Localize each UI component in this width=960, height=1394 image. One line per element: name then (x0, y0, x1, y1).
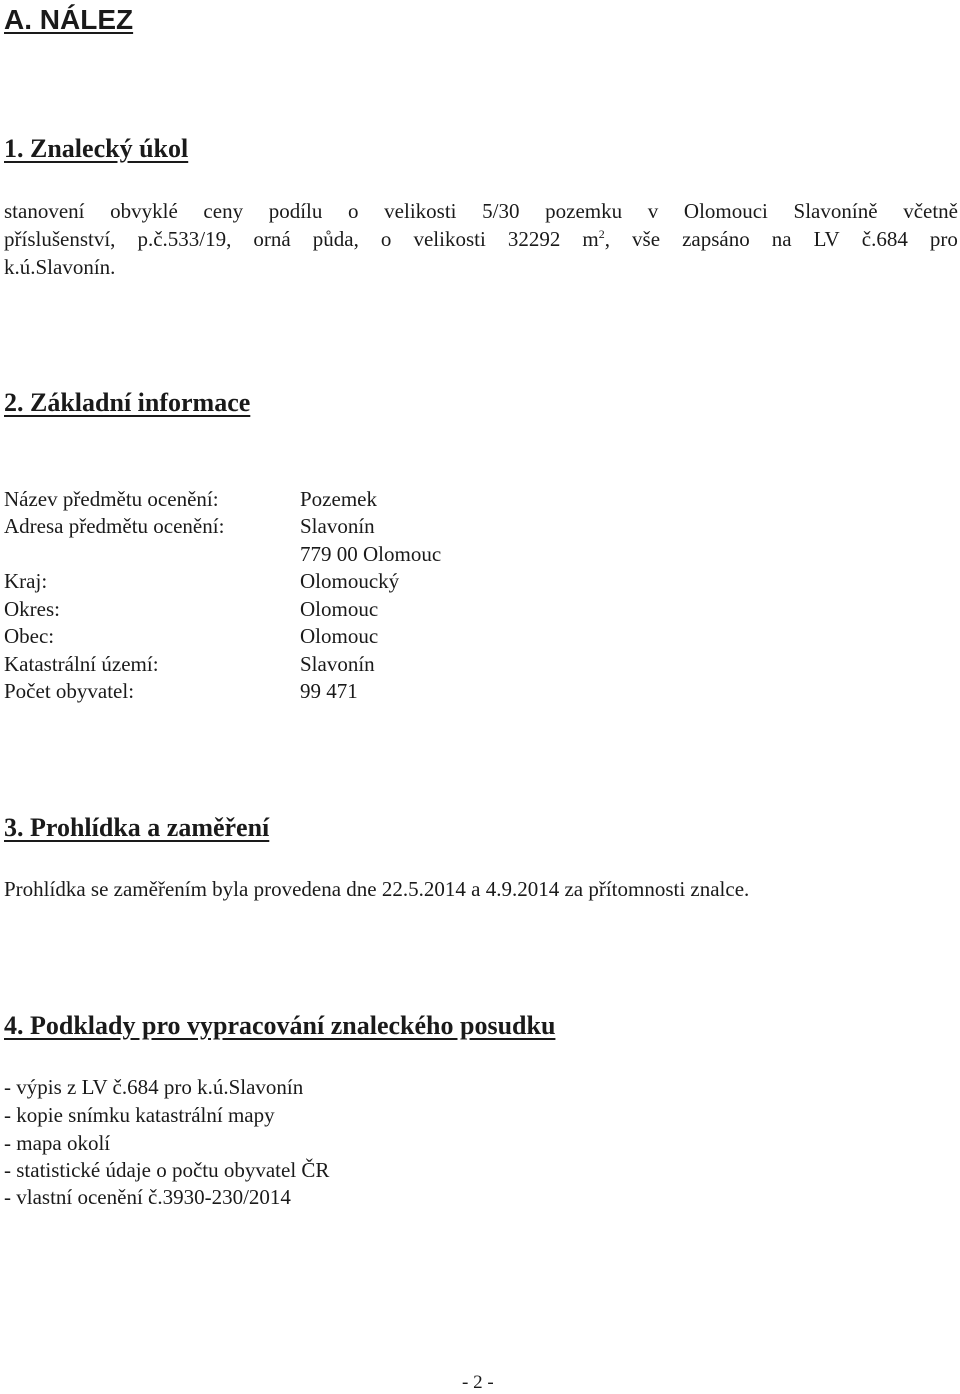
ukol-line-2: příslušenství, p.č.533/19, orná půda, o velikosti 32292 $m^2$, vše zapsáno na LV č.684 pro (4, 227, 958, 251)
page-heading: A. NÁLEZ (4, 4, 134, 35)
ukol-line-3: k.ú.Slavonín. (4, 255, 116, 279)
list-item: - vlastní ocenění č.3930-230/2014 (4, 1185, 291, 1209)
info-label: Katastrální území: (4, 652, 159, 676)
info-value: 779 00 Olomouc (300, 542, 442, 566)
info-label: Obec: (4, 624, 55, 648)
prohlidka-text: Prohlídka se zaměřením byla provedena dne 22.5.2014 a 4.9.2014 za přítomnosti znalce. (4, 877, 750, 901)
list-item: - mapa okolí (4, 1131, 111, 1155)
info-value: Slavonín (300, 652, 375, 676)
info-value: 99 471 (300, 679, 358, 703)
list-item: - výpis z LV č.684 pro k.ú.Slavonín (4, 1075, 304, 1099)
info-label: Adresa předmětu ocenění: (4, 514, 225, 538)
ukol-line-1: stanovení obvyklé ceny podílu o velikosti 5/30 pozemku v Olomouci Slavoníně včetně (4, 199, 958, 223)
section-title-prohlidka: 3. Prohlídka a zaměření (4, 813, 270, 842)
superscript-2: 2 (598, 227, 605, 241)
list-item: - kopie snímku katastrální mapy (4, 1103, 275, 1127)
info-value: Olomouc (300, 624, 379, 648)
info-label: Počet obyvatel: (4, 679, 135, 703)
page-number: - 2 - (462, 1372, 494, 1393)
info-label: Okres: (4, 597, 60, 621)
section-title-podklady: 4. Podklady pro vypracování znaleckého posudku (4, 1011, 556, 1040)
info-label: Kraj: (4, 569, 48, 593)
info-label: Název předmětu ocenění: (4, 487, 219, 511)
section-title-zakladni-informace: 2. Základní informace (4, 388, 251, 417)
list-item: - statistické údaje o počtu obyvatel ČR (4, 1158, 330, 1182)
info-value: Olomoucký (300, 569, 400, 593)
area-unit: $m^2$, (582, 227, 610, 251)
section-title-znalecky-ukol: 1. Znalecký úkol (4, 134, 189, 163)
info-value: Pozemek (300, 487, 377, 511)
info-value: Olomouc (300, 597, 379, 621)
info-value: Slavonín (300, 514, 375, 538)
